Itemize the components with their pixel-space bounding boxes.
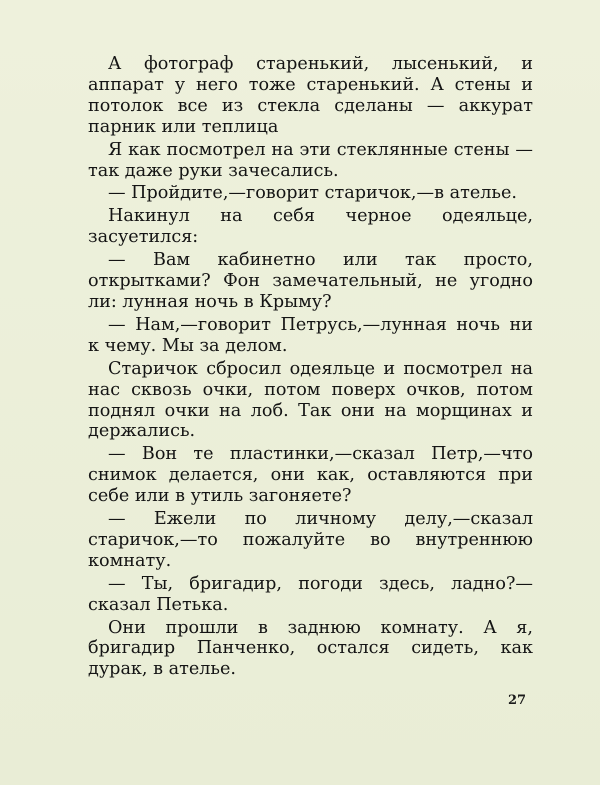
paragraph-11: Они прошли в заднюю комнату. А я, бригадир Панченко, остался сидеть, как дурак, в ателье.	[88, 617, 533, 680]
paragraph-7: Старичок сбросил одеяльце и посмотрел на нас сквозь очки, потом поверх очков, потом поднял очки на лоб. Так они на морщинах и держались.	[88, 358, 533, 442]
paragraph-1: А фотограф старенький, лысенький, и аппарат у него тоже старенький. А стены и потолок все из стекла сделаны — аккурат парник или теплица	[88, 54, 533, 137]
paragraph-9: — Ежели по личному делу,—сказал старичок,—то пожалуйте во внутреннюю комнату.	[88, 509, 533, 571]
page-number: 27	[508, 693, 527, 708]
paragraph-3: — Пройдите,—говорит старичок,—в ателье.	[108, 183, 517, 204]
paragraph-2: Я как посмотрел на эти стеклянные стены — так даже руки зачесались.	[88, 139, 533, 181]
paragraph-6: — Нам,—говорит Петрусь,—лунная ночь ни к чему. Мы за делом.	[88, 314, 533, 356]
paragraph-4: Накинул на себя черное одеяльце, засуетился:	[88, 206, 533, 248]
body-text	[88, 54, 533, 682]
paragraph-8: — Вон те пластинки,—сказал Петр,—что снимок делается, они как, оставляются при себе или в утиль загоняете?	[88, 444, 533, 507]
paragraph-10: — Ты, бригадир, погоди здесь, ладно?—сказал Петька.	[88, 573, 533, 615]
paragraph-5: — Вам кабинетно или так просто, открытками? Фон замечательный, не угодно ли: лунная ночь в Крыму?	[88, 250, 533, 312]
